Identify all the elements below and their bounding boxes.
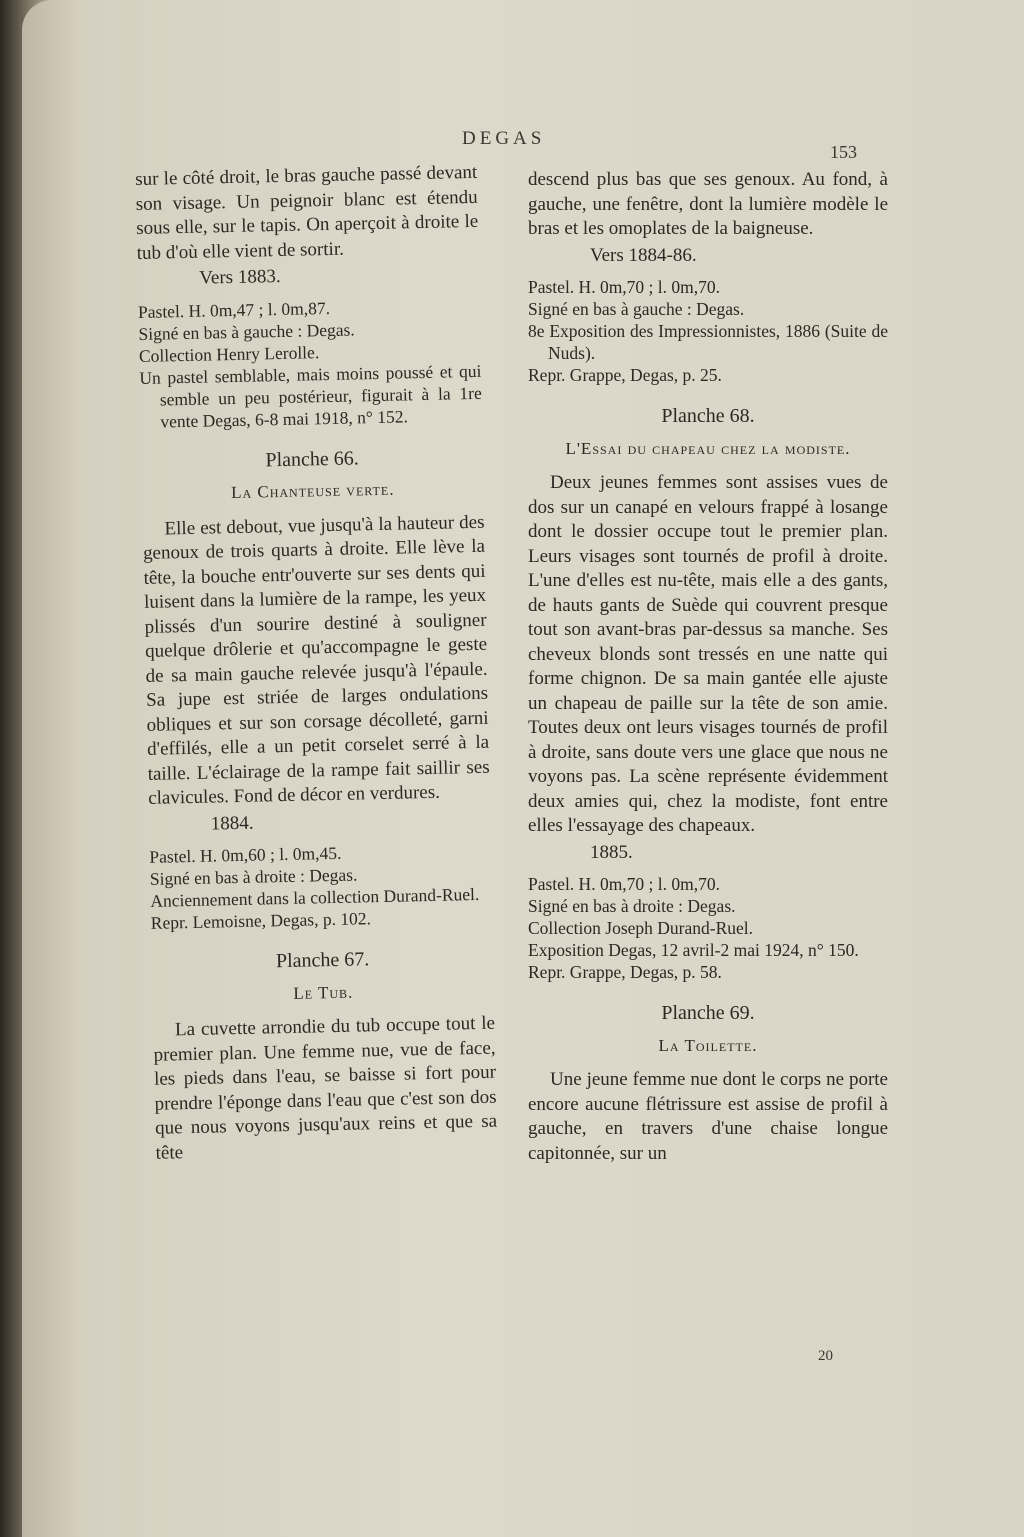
planche-heading: Planche 66.: [265, 446, 360, 471]
running-header: DEGAS: [462, 128, 546, 149]
meta-line: Pastel. H. 0m,47 ; l. 0m,87.: [137, 297, 331, 322]
intro-text: descend plus bas que ses genoux. Au fond, à gauche, une fenêtre, dont la lumière modèle le bras et les omoplates de la baigneuse.: [528, 169, 888, 239]
meta-line: Exposition Degas, 12 avril-2 mai 1924, n° 150.: [528, 940, 859, 960]
artwork-date: 1884.: [210, 812, 254, 835]
artwork-title: Le Tub.: [293, 982, 354, 1003]
artwork-date: 1885.: [590, 841, 633, 863]
right-column: [528, 168, 888, 1166]
meta-line: Collection Henry Lerolle.: [138, 341, 320, 366]
artwork-title: La Toilette.: [658, 1035, 758, 1055]
meta-line: Repr. Grappe, Degas, p. 25.: [528, 365, 722, 385]
meta-line: Repr. Grappe, Degas, p. 58.: [528, 962, 722, 982]
intro-date: Vers 1884-86.: [590, 244, 697, 266]
meta-line: Signé en bas à gauche : Degas.: [528, 299, 745, 319]
artwork-description: Elle est debout, vue jusqu'à la hauteur des genoux de trois quarts à droite. Elle lève la tête, la bouche entr'ouverte sur ses dents qui luisent dans la lumière de la rampe, les yeux plissés d'un sourire destiné à souligner quelque drôlerie et qu'accompagne le geste de sa main gauche relevée jusqu'à l'épaule. Sa jupe est striée de larges ondulations obliques et sur son corsage décolleté, garni d'effilés, elle a un petit corselet serré à la taille. L'éclairage de la rampe fait saillir ses clavicules. Fond de décor en verdures.: [142, 511, 490, 809]
meta-line: Pastel. H. 0m,60 ; l. 0m,45.: [149, 842, 342, 867]
meta-line: Pastel. H. 0m,70 ; l. 0m,70.: [528, 277, 721, 297]
meta-line: 8e Exposition des Impressionnistes, 1886 (Suite de Nuds).: [528, 321, 888, 363]
planche-heading: Planche 68.: [661, 405, 755, 427]
meta-line: Signé en bas à droite : Degas.: [149, 864, 358, 889]
artwork-description: Une jeune femme nue dont le corps ne porte encore aucune flétrissure est assise de profil à gauche, en travers d'une chaise longue capitonnée, sur un: [528, 1069, 888, 1164]
meta-line: Anciennement dans la collection Durand-Ruel.: [150, 883, 480, 911]
footer-signature: 20: [818, 1348, 833, 1364]
meta-line: Signé en bas à droite : Degas.: [528, 896, 736, 916]
meta-line: Repr. Lemoisne, Degas, p. 102.: [150, 908, 372, 933]
meta-line: Signé en bas à gauche : Degas.: [138, 318, 355, 344]
intro-text: sur le côté droit, le bras gauche passé devant son visage. Un peignoir blanc est étendu sous elle, sur le tapis. On aperçoit à droite le tub d'où elle vient de sortir.: [135, 161, 479, 264]
artwork-title: L'Essai du chapeau chez la modiste.: [565, 438, 851, 458]
planche-heading: Planche 69.: [661, 1002, 755, 1024]
meta-line: Collection Joseph Durand-Ruel.: [528, 918, 754, 938]
intro-date: Vers 1883.: [199, 265, 281, 289]
left-column: [135, 161, 498, 1166]
artwork-description: La cuvette arrondie du tub occupe tout le premier plan. Une femme nue, vue de face, les pieds dans l'eau, se baisse si fort pour prendre l'éponge dans l'eau que c'est son dos que nous voyons jusqu'aux reins et que sa tête: [153, 1012, 498, 1164]
planche-heading: Planche 67.: [275, 948, 370, 973]
meta-line: Pastel. H. 0m,70 ; l. 0m,70.: [528, 874, 721, 894]
page-number: 153: [830, 142, 857, 162]
artwork-title: La Chanteuse verte.: [230, 479, 395, 503]
artwork-description: Deux jeunes femmes sont assises vues de dos sur un canapé en velours frappé à losange dont le dossier occupe tout le premier plan. Leurs visages sont tournés de profil à droite. L'une d'elles est nu-tête, mais elle a des gants, de hauts gants de Suède qui couvrent presque tout son avant-bras par-dessus sa manche. Ses cheveux blonds sont tressés en une natte qui forme chignon. De sa main gantée elle ajuste un chapeau de paille sur la tête de son amie. Toutes deux ont leurs visages tournés de profil à droite, sans doute vers une glace que nous ne voyons pas. La scène représente évidemment deux amies qui, chez la modiste, font entre elles l'essayage des chapeaux.: [528, 472, 888, 836]
meta-line: Un pastel semblable, mais moins poussé et qui semble un peu postérieur, figurait à la 1re vente Degas, 6-8 mai 1918, n° 152.: [139, 360, 482, 432]
